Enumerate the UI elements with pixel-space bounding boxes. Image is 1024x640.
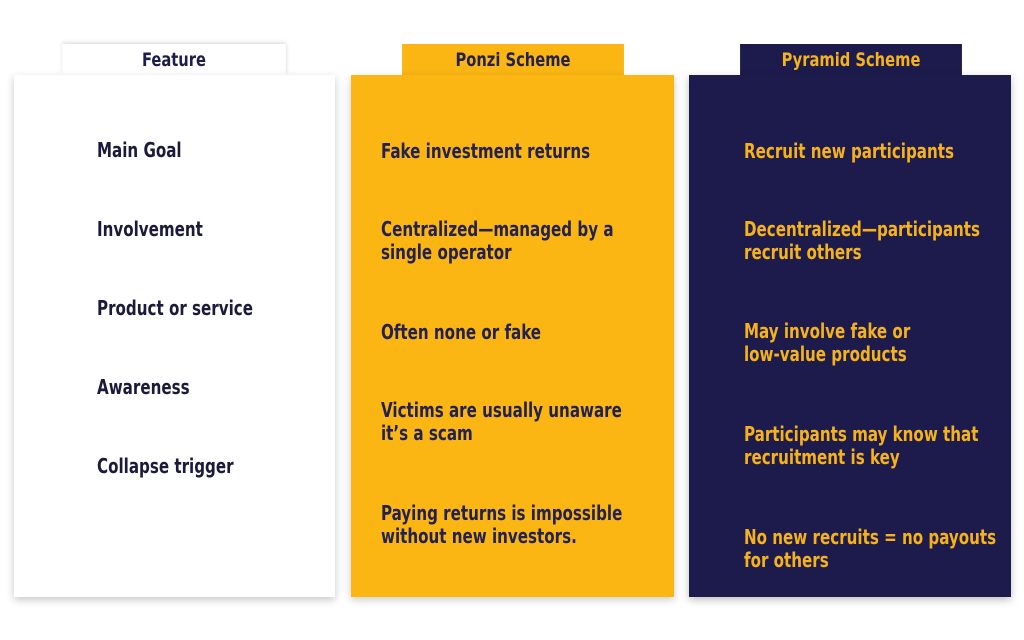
feature-label: Awareness	[97, 375, 190, 399]
ponzi-cell-collapse	[381, 502, 622, 548]
feature-label: Collapse trigger	[97, 454, 234, 478]
feature-cell-main-goal	[97, 139, 182, 162]
ponzi-cell-main-goal	[381, 140, 590, 163]
pyramid-column	[689, 75, 1011, 597]
pyramid-cell-product	[744, 320, 910, 366]
ponzi-column-header	[402, 44, 624, 75]
cell-line: it’s a scam	[381, 421, 473, 445]
feature-column-header	[62, 44, 286, 75]
cell-line: for others	[744, 548, 829, 572]
feature-cell-involvement	[97, 218, 203, 241]
ponzi-header-label: Ponzi Scheme	[455, 48, 571, 71]
pyramid-column-header	[740, 44, 962, 75]
feature-column	[14, 75, 335, 597]
cell-line: Victims are usually unaware	[381, 398, 622, 422]
feature-cell-collapse	[97, 455, 234, 478]
cell-line: single operator	[381, 240, 512, 264]
cell-line: Often none or fake	[381, 320, 542, 344]
feature-label: Product or service	[97, 296, 253, 320]
pyramid-cell-main-goal	[744, 140, 954, 163]
feature-label: Main Goal	[97, 138, 182, 162]
ponzi-column	[351, 75, 674, 597]
cell-line: Participants may know that	[744, 422, 979, 446]
feature-cell-awareness	[97, 376, 190, 399]
cell-line: Paying returns is impossible	[381, 501, 623, 525]
pyramid-cell-involvement	[744, 218, 980, 264]
cell-line: without new investors.	[381, 524, 577, 548]
cell-line: May involve fake or	[744, 319, 911, 343]
ponzi-cell-product	[381, 321, 541, 344]
feature-label: Involvement	[97, 217, 203, 241]
cell-line: Recruit new participants	[744, 139, 954, 163]
feature-cell-product	[97, 297, 253, 320]
cell-line: recruit others	[744, 240, 862, 264]
cell-line: recruitment is key	[744, 445, 900, 469]
feature-header-label: Feature	[141, 48, 206, 71]
cell-line: Centralized—managed by a	[381, 217, 614, 241]
cell-line: low-value products	[744, 342, 907, 366]
pyramid-header-label: Pyramid Scheme	[781, 48, 921, 71]
cell-line: No new recruits = no payouts	[744, 525, 997, 549]
ponzi-cell-awareness	[381, 399, 622, 445]
cell-line: Decentralized—participants	[744, 217, 981, 241]
ponzi-cell-involvement	[381, 218, 614, 264]
pyramid-cell-collapse	[744, 526, 996, 572]
pyramid-cell-awareness	[744, 423, 978, 469]
cell-line: Fake investment returns	[381, 139, 591, 163]
